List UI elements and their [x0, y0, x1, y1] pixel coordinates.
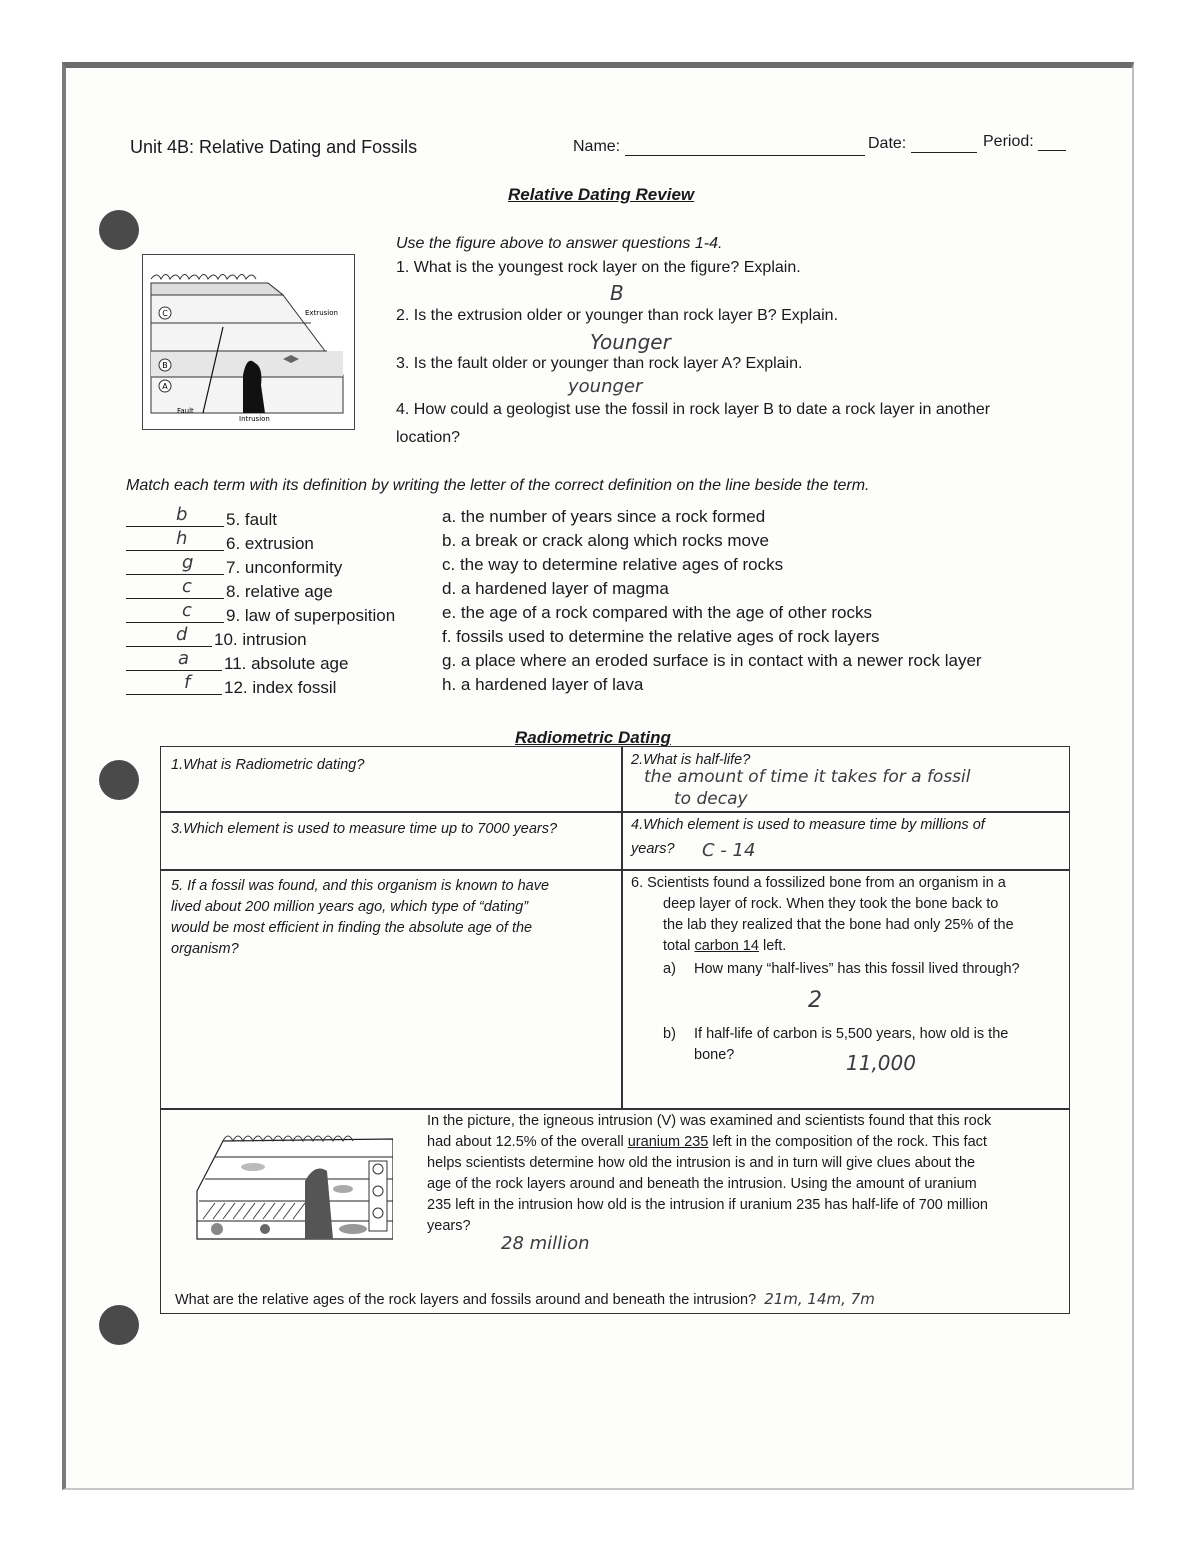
term-label: 9. law of superposition — [226, 606, 396, 625]
question-line — [631, 936, 1014, 957]
definition-item: h. a hardened layer of lava — [442, 675, 644, 694]
term-answer[interactable]: f — [184, 672, 191, 693]
question-line: helps scientists determine how old the intrusion is and in turn will give clues about the — [427, 1155, 976, 1171]
term-answer[interactable]: c — [182, 600, 192, 621]
rock-layers-figure — [142, 254, 355, 430]
question-line: bone? — [694, 1047, 735, 1063]
term-row — [126, 650, 426, 674]
question-line: If half-life of carbon is 5,500 years, how old is the — [694, 1026, 1009, 1042]
answer-line[interactable] — [126, 694, 222, 695]
term-row — [126, 578, 426, 602]
question-millions-line1: 4.Which element is used to measure time by millions of — [631, 817, 985, 833]
answer-half-lives[interactable]: 2 — [808, 988, 822, 1013]
answer-line[interactable] — [126, 622, 224, 623]
answer-millions[interactable]: C - 14 — [702, 840, 756, 861]
answer-bone-age[interactable]: 11,000 — [846, 1051, 916, 1075]
date-line[interactable] — [911, 134, 977, 153]
question-line: age of the rock layers around and beneath the intrusion. Using the amount of uranium — [427, 1176, 977, 1192]
term-row — [126, 674, 426, 698]
question-dating-type — [171, 876, 549, 960]
term-answer[interactable]: g — [182, 552, 194, 573]
name-label: Name: — [573, 138, 621, 155]
term-label: 11. absolute age — [224, 654, 349, 673]
definition-item: f. fossils used to determine the relative ages of rock layers — [442, 627, 880, 646]
term-row — [126, 554, 426, 578]
extrusion-label: Extrusion — [305, 309, 338, 317]
term-label: 12. index fossil — [224, 678, 337, 697]
layer-a-label: A — [162, 382, 168, 391]
question-7000-years: 3.Which element is used to measure time up to 7000 years? — [171, 821, 558, 837]
question-line: years? — [427, 1218, 471, 1234]
term-row — [126, 602, 426, 626]
layer-b-label: B — [162, 361, 168, 370]
definition-item: b. a break or crack along which rocks move — [442, 531, 769, 550]
definition-item: d. a hardened layer of magma — [442, 579, 669, 598]
punch-hole — [99, 210, 139, 250]
answer-line[interactable] — [126, 550, 224, 551]
matching-definitions — [442, 507, 982, 699]
term-answer[interactable]: b — [176, 504, 188, 525]
question-1: 1. What is the youngest rock layer on the figure? Explain. — [396, 259, 801, 276]
text-fragment: left. — [758, 938, 787, 954]
question-4-line1: 4. How could a geologist use the fossil in rock layer B to date a rock layer in another — [396, 401, 991, 418]
carbon-14-term: carbon 14 — [694, 938, 759, 954]
answer-relative-ages[interactable]: 21m, 14m, 7m — [764, 1290, 875, 1308]
term-label: 5. fault — [226, 510, 278, 529]
term-row — [126, 530, 426, 554]
term-answer[interactable]: h — [176, 528, 188, 549]
answer-line[interactable] — [126, 670, 222, 671]
figure-instruction: Use the figure above to answer questions 1-4. — [396, 235, 723, 252]
intrusion-label: Intrusion — [239, 415, 270, 423]
answer-half-life-line1[interactable]: the amount of time it takes for a fossil — [644, 767, 971, 787]
answer-line[interactable] — [126, 646, 212, 647]
punch-hole — [99, 1305, 139, 1345]
term-answer[interactable]: a — [178, 648, 190, 669]
answer-1[interactable]: B — [610, 281, 624, 305]
question-line: 5. If a fossil was found, and this organism is known to have — [171, 878, 550, 894]
punch-hole — [99, 760, 139, 800]
term-label: 10. intrusion — [214, 630, 307, 649]
radiometric-dating-title: Radiometric Dating — [515, 728, 671, 747]
term-answer[interactable]: d — [176, 624, 188, 645]
text-fragment: left in the composition of the rock. This fact — [708, 1134, 987, 1150]
definition-item: e. the age of a rock compared with the age of other rocks — [442, 603, 872, 622]
question-4-line2: location? — [396, 429, 461, 446]
term-answer[interactable]: c — [182, 576, 192, 597]
layer-c-label: C — [162, 309, 168, 318]
term-row — [126, 626, 426, 650]
intrusion-figure — [193, 1121, 393, 1241]
cell-intrusion-question[interactable] — [160, 1108, 1070, 1314]
name-line[interactable] — [625, 137, 865, 156]
question-line: 6. Scientists found a fossilized bone from an organism in a — [631, 875, 1006, 891]
term-label: 8. relative age — [226, 582, 333, 601]
answer-3[interactable]: younger — [568, 376, 643, 397]
text-fragment: had about 12.5% of the overall — [427, 1134, 628, 1150]
name-field[interactable] — [573, 137, 865, 156]
question-3: 3. Is the fault older or younger than rock layer A? Explain. — [396, 355, 803, 372]
sub-question-b-label: b) — [663, 1026, 676, 1042]
term-label: 7. unconformity — [226, 558, 343, 577]
matching-terms — [126, 506, 426, 698]
answer-half-life-line2[interactable]: to decay — [674, 789, 748, 809]
sub-question-a-label: a) — [663, 961, 676, 977]
question-line: 235 left in the intrusion how old is the intrusion if uranium 235 has half-life of 700 million — [427, 1197, 988, 1213]
question-line: deep layer of rock. When they took the bone back to — [663, 896, 999, 912]
date-field[interactable] — [868, 134, 977, 153]
relative-dating-title: Relative Dating Review — [508, 185, 695, 204]
question-half-life: 2.What is half-life? — [631, 752, 751, 768]
question-line: the lab they realized that the bone had only 25% of the — [663, 917, 1014, 933]
sub-question-a: How many “half-lives” has this fossil lived through? — [694, 961, 1020, 977]
relative-ages-question — [175, 1289, 875, 1311]
period-label: Period: — [983, 133, 1034, 150]
answer-intrusion-age[interactable]: 28 million — [501, 1233, 590, 1254]
term-row — [126, 506, 426, 530]
intrusion-diagram — [193, 1121, 393, 1241]
definition-item: c. the way to determine relative ages of rocks — [442, 555, 784, 574]
matching-instruction: Match each term with its definition by writing the letter of the correct definition on the line beside the term. — [126, 477, 870, 494]
question-line: organism? — [171, 941, 239, 957]
question-bone — [631, 873, 1014, 957]
fault-label: Fault — [177, 407, 194, 415]
question-4 — [396, 400, 990, 448]
intrusion-question-text — [427, 1111, 991, 1237]
cell-dating-type-question[interactable] — [160, 869, 623, 1110]
question-2: 2. Is the extrusion older or younger than rock layer B? Explain. — [396, 307, 839, 324]
cell-half-life-question[interactable] — [621, 746, 1070, 813]
text-fragment: total — [663, 938, 695, 954]
period-line[interactable] — [1038, 132, 1066, 151]
definition-item: a. the number of years since a rock formed — [442, 507, 766, 526]
answer-line[interactable] — [126, 598, 224, 599]
relative-ages-question-text: What are the relative ages of the rock layers and fossils around and beneath the intrusion? — [175, 1292, 757, 1308]
answer-line[interactable] — [126, 526, 224, 527]
question-line: In the picture, the igneous intrusion (V) was examined and scientists found that this rock — [427, 1113, 992, 1129]
cell-radiometric-question[interactable] — [160, 746, 623, 813]
unit-title: Unit 4B: Relative Dating and Fossils — [130, 137, 418, 157]
answer-2[interactable]: Younger — [590, 330, 671, 354]
rock-layers-diagram — [143, 255, 354, 429]
question-millions-line2: years? — [631, 841, 675, 857]
date-label: Date: — [868, 135, 907, 152]
question-radiometric: 1.What is Radiometric dating? — [171, 757, 365, 773]
question-line — [427, 1132, 991, 1153]
period-field[interactable] — [983, 132, 1066, 151]
uranium-235-term: uranium 235 — [627, 1134, 709, 1150]
term-label: 6. extrusion — [226, 534, 314, 553]
question-line: would be most efficient in finding the absolute age of the — [171, 920, 533, 936]
cell-bone-question[interactable] — [621, 869, 1070, 1110]
definition-item: g. a place where an eroded surface is in contact with a newer rock layer — [442, 651, 982, 670]
cell-millions-question[interactable] — [621, 811, 1070, 871]
question-line: lived about 200 million years ago, which type of “dating” — [171, 899, 529, 915]
answer-line[interactable] — [126, 574, 224, 575]
cell-7000-years-question[interactable] — [160, 811, 623, 871]
